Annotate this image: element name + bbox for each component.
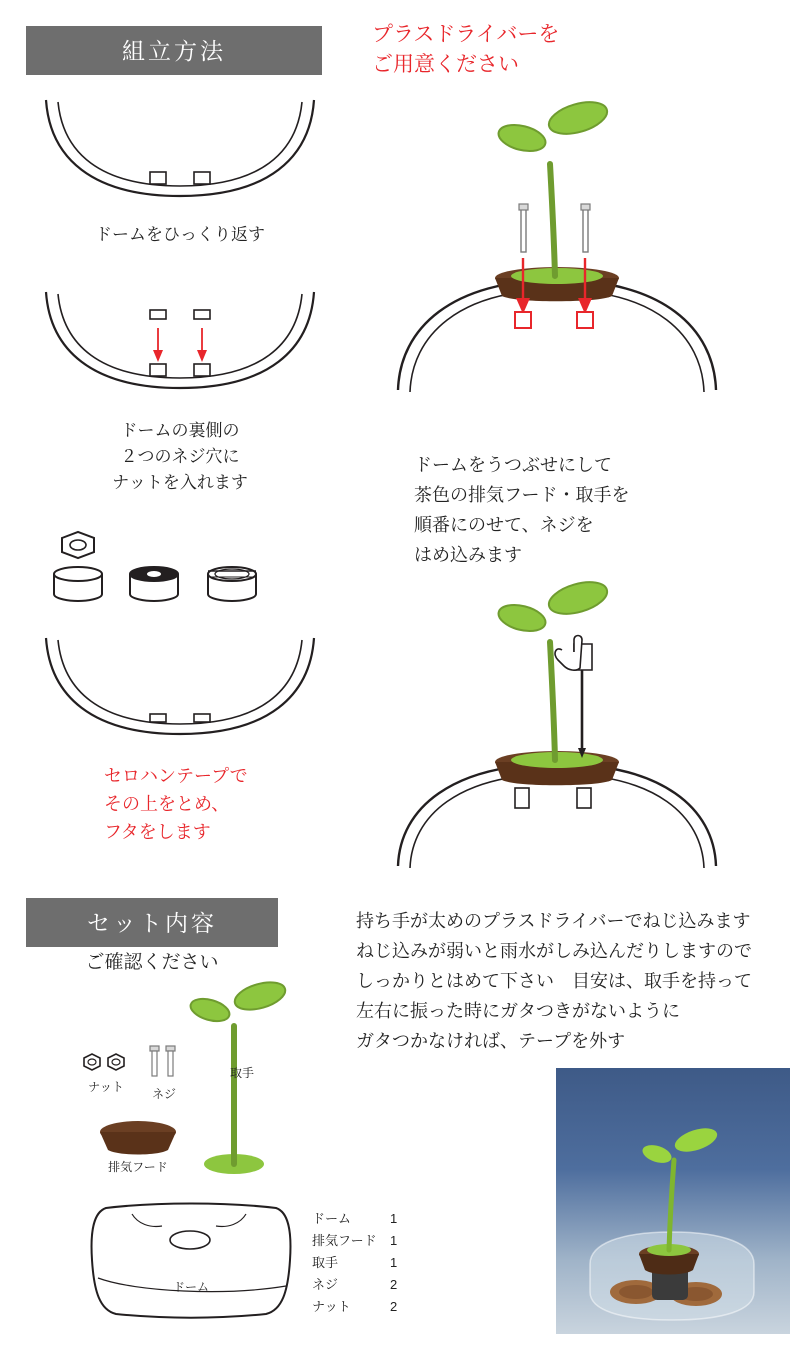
dome-center-hole (170, 1231, 210, 1249)
step1-caption-text: ドームをひっくり返す (95, 225, 265, 244)
step3-illustration (392, 90, 722, 420)
nut-2-hole (112, 1059, 120, 1065)
dome-outer-arc (46, 292, 314, 388)
parts-dome-label-text: ドーム (172, 1280, 209, 1294)
dome-top-outline (92, 1204, 291, 1318)
nut-right (194, 310, 210, 319)
parts-hood-label (90, 1158, 186, 1175)
dome-outer-arc (46, 638, 314, 734)
step3-caption (414, 450, 764, 570)
step1-caption (40, 222, 320, 248)
parts-nut-illustration (80, 1052, 132, 1074)
dome-hole-left (515, 312, 531, 328)
screw-2-head (166, 1046, 175, 1051)
product-photo-content (556, 1068, 790, 1334)
part-qty: 2 (390, 1277, 398, 1292)
set-contents-section-header (26, 898, 278, 947)
table-row (312, 1208, 420, 1230)
step1-illustration (40, 96, 320, 206)
nut-1-hole (88, 1059, 96, 1065)
taped-hole-left (150, 714, 166, 722)
dome-outer-arc (46, 100, 314, 196)
screw-hole-left (150, 172, 166, 184)
table-row (312, 1296, 420, 1318)
step2-caption-line2: ２つのネジ穴に (120, 447, 240, 466)
step3-caption-line4: はめ込みます (414, 545, 522, 565)
screwdriver-note-line2: ご用意ください (372, 53, 519, 76)
dome-inner-arc (58, 294, 302, 378)
dome-arch-inner (410, 774, 704, 868)
tape-note-line1: セロハンテープで (104, 766, 248, 786)
part-qty: 1 (390, 1255, 398, 1270)
dome-inner-arc (58, 640, 302, 724)
hand-icon (555, 636, 582, 671)
part-name: 取手 (312, 1255, 339, 1270)
parts-nut-label-text: ナット (88, 1080, 124, 1094)
parts-screw-label-text: ネジ (151, 1087, 176, 1101)
part-name: ドーム (312, 1211, 352, 1226)
screw-1-head (150, 1046, 159, 1051)
table-row (312, 1252, 420, 1274)
dome-inner-arc (58, 102, 302, 186)
parts-list-table (312, 1208, 420, 1318)
assembly-section-header (26, 26, 322, 75)
hood-body (100, 1132, 176, 1155)
screw-hole-right (194, 172, 210, 184)
table-row (312, 1274, 420, 1296)
part-name: ナット (312, 1299, 351, 1314)
leaf-right (232, 977, 289, 1014)
step3-caption-line2: 茶色の排気フード・取手を (414, 485, 630, 505)
parts-handle-label (218, 1064, 266, 1081)
handle-stem (550, 164, 555, 276)
leaf-left (496, 121, 548, 156)
photo-hood-body (639, 1254, 699, 1275)
parts-dome-label (156, 1278, 226, 1295)
arrow-right-head (197, 350, 207, 362)
tape-note-line2: その上をとめ、 (104, 794, 230, 814)
tape-note (104, 762, 334, 846)
screw-right (583, 208, 588, 252)
screw-left (521, 208, 526, 252)
photo-leaf-right (672, 1124, 720, 1157)
parts-hood-label-text: 排気フード (108, 1160, 168, 1174)
product-photo (556, 1068, 790, 1334)
dome-hole-right (577, 312, 593, 328)
arrow-left-head (153, 350, 163, 362)
screwdriver-note (372, 20, 672, 80)
step2-caption-line1: ドームの裏側の (120, 421, 240, 440)
dome-hole-right (577, 788, 591, 808)
handle-stem (550, 642, 555, 760)
confirm-label (26, 950, 278, 976)
photo-log-left-ring (619, 1285, 653, 1299)
instructions-line5: ガタつかなければ、テープを外す (356, 1031, 626, 1051)
screw-1-shaft (152, 1051, 157, 1076)
parts-dome-illustration (86, 1200, 296, 1320)
leaf-right (545, 96, 610, 139)
step-tape-illustration (40, 634, 320, 744)
screw-hole-right (194, 364, 210, 376)
part-qty: 1 (390, 1233, 398, 1248)
step3-caption-line1: ドームをうつぶせにして (414, 455, 612, 475)
step2-caption-line3: ナットを入れます (112, 473, 248, 492)
screw-hole-left (150, 364, 166, 376)
instructions-line3: しっかりとはめて下さい 目安は、取手を持って (356, 971, 752, 991)
dome-arch-inner (410, 290, 704, 392)
leaf-right (545, 576, 610, 619)
socket-with-nut-hole (147, 571, 161, 577)
parts-screw-illustration (146, 1046, 180, 1078)
parts-list-body (312, 1208, 420, 1318)
parts-nut-label (74, 1078, 138, 1095)
instructions-line1: 持ち手が太めのプラスドライバーでねじ込みます (356, 911, 751, 931)
screwdriver-note-line1: プラスドライバーを (372, 23, 560, 46)
part-qty: 1 (390, 1211, 398, 1226)
hex-nut-hole (70, 540, 86, 550)
set-contents-section-title: セット内容 (87, 910, 217, 936)
step2-caption (40, 418, 320, 496)
part-name: 排気フード (312, 1233, 377, 1248)
parts-handle-label-text: 取手 (229, 1066, 254, 1080)
nut-left (150, 310, 166, 319)
confirm-label-text: ご確認ください (85, 952, 219, 973)
leaf-left (496, 601, 548, 636)
screw-right-head (581, 204, 590, 210)
step4-illustration (392, 580, 722, 880)
tape-note-line3: フタをします (104, 822, 211, 842)
table-row (312, 1230, 420, 1252)
screw-instructions (356, 906, 790, 1056)
taped-hole-right (194, 714, 210, 722)
dome-hole-left (515, 788, 529, 808)
nut-detail-illustration (44, 530, 274, 600)
parts-hood-illustration (96, 1118, 180, 1160)
photo-leaf-left (640, 1142, 673, 1166)
step3-caption-line3: 順番にのせて、ネジを (414, 515, 594, 535)
screw-left-head (519, 204, 528, 210)
screw-2-shaft (168, 1051, 173, 1076)
part-qty: 2 (390, 1299, 398, 1314)
leaf-left (188, 995, 232, 1025)
part-name: ネジ (312, 1277, 339, 1292)
socket-empty-rim (54, 567, 102, 581)
step2-illustration (40, 288, 320, 398)
instructions-line4: 左右に振った時にガタつきがないように (356, 1001, 680, 1021)
instructions-line2: ねじ込みが弱いと雨水がしみ込んだりしますので (356, 941, 752, 961)
assembly-section-title: 組立方法 (122, 38, 226, 64)
